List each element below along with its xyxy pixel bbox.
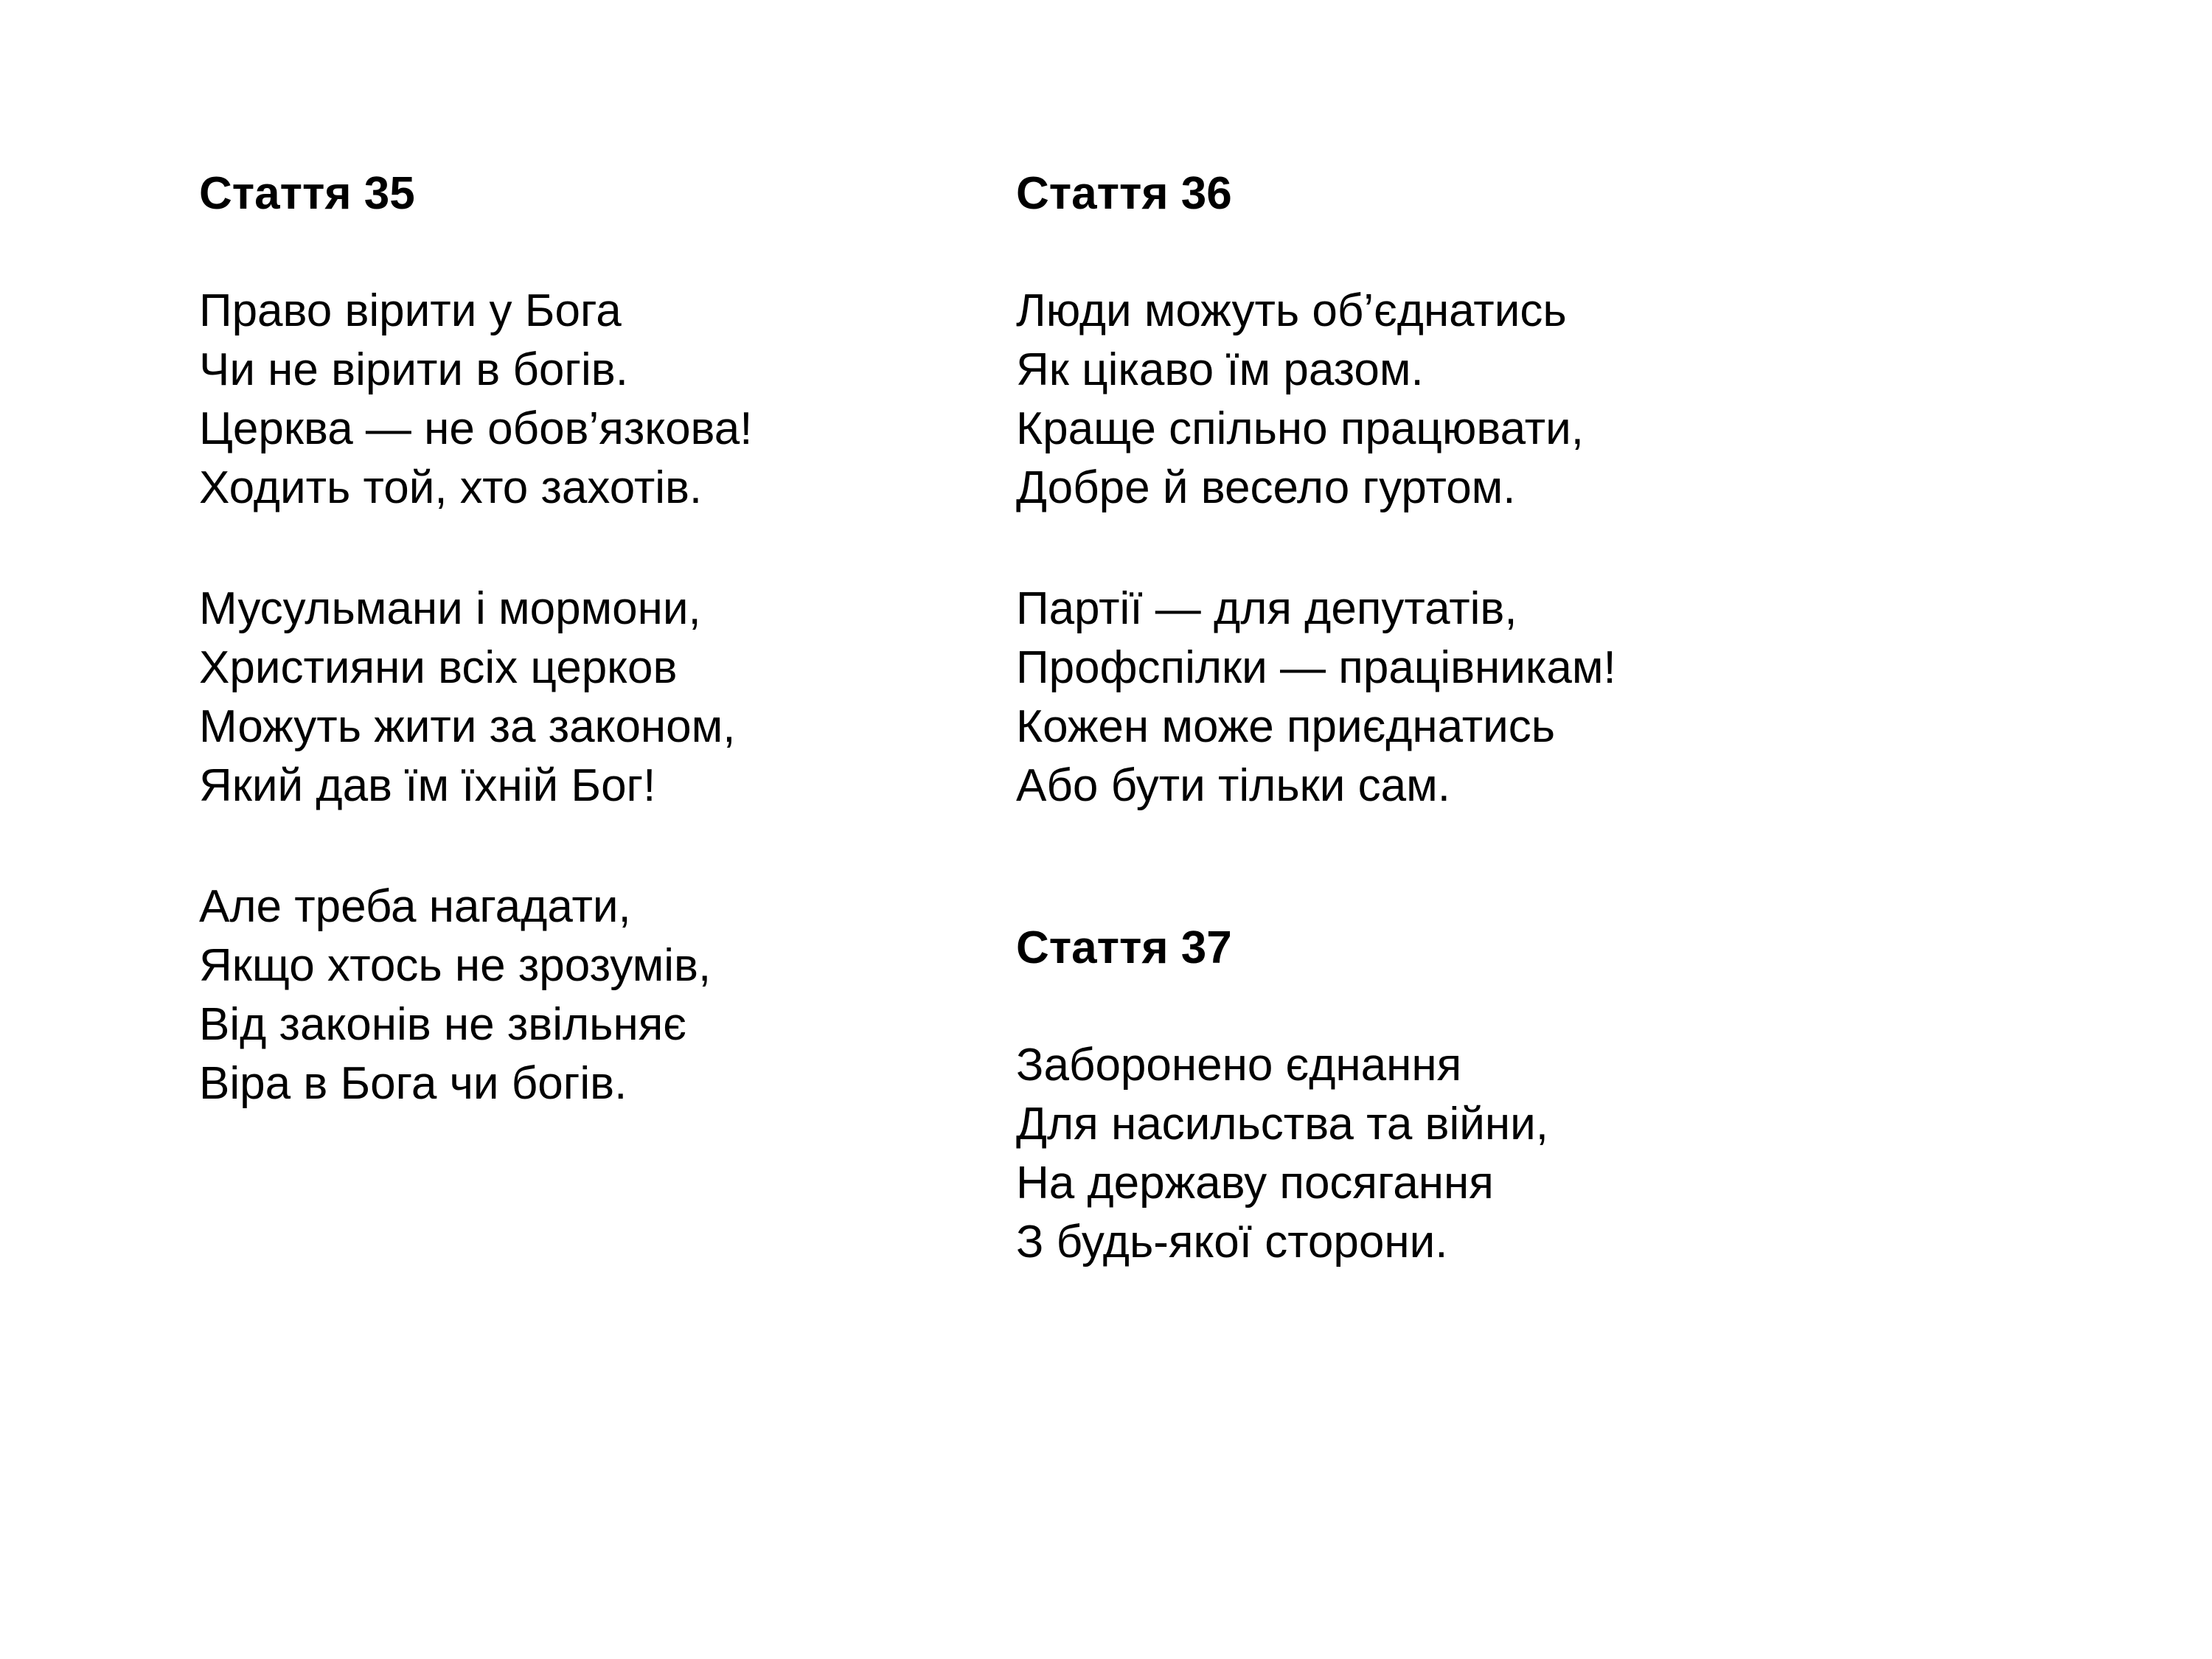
article-36-title: Стаття 36 (1016, 168, 1232, 219)
verse-line: Добре й весело гуртом. (1016, 462, 1516, 513)
verse-line: Віра в Бога чи богів. (199, 1058, 627, 1109)
verse-line: Як цікаво їм разом. (1016, 344, 1424, 395)
verse-line: Якщо хтось не зрозумів, (199, 940, 712, 991)
verse-line: Але треба нагадати, (199, 881, 631, 932)
verse-line: Мусульмани і мормони, (199, 583, 701, 634)
verse-line: Чи не вірити в богів. (199, 344, 628, 395)
article-35-stanza-2 (199, 580, 736, 815)
verse-line: Партії — для депутатів, (1016, 583, 1517, 634)
verse-line: Християни всіх церков (199, 642, 678, 693)
verse-line: З будь-якої сторони. (1016, 1217, 1448, 1267)
article-35-stanza-3 (199, 877, 711, 1113)
article-35-title: Стаття 35 (199, 168, 415, 219)
verse-line: Кожен може приєднатись (1016, 701, 1556, 752)
verse-line: На державу посягання (1016, 1158, 1494, 1208)
verse-line: Краще спільно працювати, (1016, 403, 1585, 454)
article-36-stanza-2 (1016, 580, 1616, 815)
article-37-title: Стаття 37 (1016, 922, 1232, 973)
article-37-stanza-1 (1016, 1036, 1548, 1272)
article-36-stanza-1 (1016, 282, 1584, 518)
verse-line: Церква — не обов’язкова! (199, 403, 753, 454)
verse-line: Заборонено єднання (1016, 1040, 1462, 1091)
verse-line: Можуть жити за законом, (199, 701, 736, 752)
verse-line: Від законів не звільняє (199, 999, 686, 1050)
verse-line: Який дав їм їхній Бог! (199, 760, 656, 811)
verse-line: Для насильства та війни, (1016, 1099, 1548, 1150)
verse-line: Право вірити у Бога (199, 285, 622, 336)
verse-line: Профспілки — працівникам! (1016, 642, 1616, 693)
verse-line: Ходить той, хто захотів. (199, 462, 703, 513)
verse-line: Люди можуть об’єднатись (1016, 285, 1567, 336)
article-35-stanza-1 (199, 282, 753, 518)
verse-line: Або бути тільки сам. (1016, 760, 1450, 811)
